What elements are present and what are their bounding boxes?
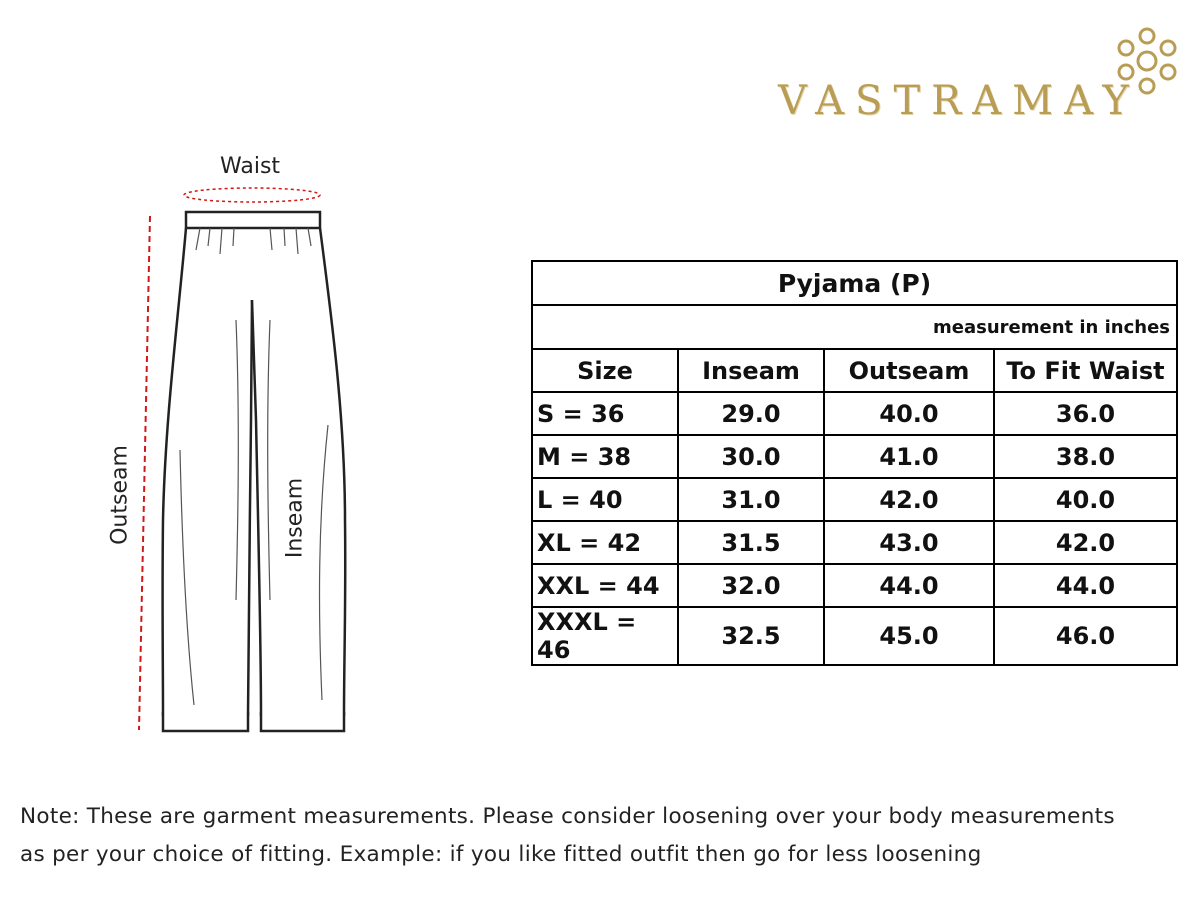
table-title: Pyjama (P) <box>532 261 1177 305</box>
table-row <box>532 564 1177 607</box>
outseam-label: Outseam <box>107 445 133 545</box>
outseam-cell: 41.0 <box>824 435 994 478</box>
fitting-note <box>20 798 1180 874</box>
inseam-cell: 32.5 <box>678 607 824 665</box>
inseam-cell: 31.5 <box>678 521 824 564</box>
inseam-cell: 32.0 <box>678 564 824 607</box>
inseam-cell: 29.0 <box>678 392 824 435</box>
table-title-row <box>532 261 1177 305</box>
table-row <box>532 607 1177 665</box>
waist-cell: 42.0 <box>994 521 1177 564</box>
outseam-cell: 43.0 <box>824 521 994 564</box>
table-row <box>532 392 1177 435</box>
size-cell: L = 40 <box>532 478 678 521</box>
waist-cell: 40.0 <box>994 478 1177 521</box>
brand-name: VASTRAMAY <box>778 78 1140 124</box>
inseam-cell: 31.0 <box>678 478 824 521</box>
table-header-row <box>532 349 1177 392</box>
inseam-label: Inseam <box>282 477 308 559</box>
header-outseam: Outseam <box>824 349 994 392</box>
size-chart-table <box>531 260 1178 666</box>
header-waist: To Fit Waist <box>994 349 1177 392</box>
unit-note: measurement in inches <box>532 305 1177 349</box>
outseam-cell: 40.0 <box>824 392 994 435</box>
outseam-guide <box>139 216 150 730</box>
table-unit-row <box>532 305 1177 349</box>
brand-ornament-logo <box>1110 24 1184 98</box>
size-cell: XL = 42 <box>532 521 678 564</box>
size-cell: XXXL = 46 <box>532 607 678 665</box>
outseam-cell: 45.0 <box>824 607 994 665</box>
waist-cell: 46.0 <box>994 607 1177 665</box>
waist-cell: 44.0 <box>994 564 1177 607</box>
waist-label: Waist <box>220 154 281 179</box>
waist-guide <box>184 188 320 202</box>
table-row <box>532 435 1177 478</box>
waist-cell: 36.0 <box>994 392 1177 435</box>
note-line-1: Note: These are garment measurements. Please consider loosening over your body measurements <box>20 804 1115 829</box>
size-cell: M = 38 <box>532 435 678 478</box>
table-row <box>532 521 1177 564</box>
note-line-2: as per your choice of fitting. Example: if you like fitted outfit then go for less loosening <box>20 842 982 867</box>
pyjama-diagram <box>0 0 520 780</box>
size-cell: S = 36 <box>532 392 678 435</box>
header-inseam: Inseam <box>678 349 824 392</box>
outseam-cell: 44.0 <box>824 564 994 607</box>
waist-cell: 38.0 <box>994 435 1177 478</box>
outseam-cell: 42.0 <box>824 478 994 521</box>
pyjama-illustration <box>0 0 520 780</box>
table-row <box>532 478 1177 521</box>
size-cell: XXL = 44 <box>532 564 678 607</box>
inseam-cell: 30.0 <box>678 435 824 478</box>
header-size: Size <box>532 349 678 392</box>
